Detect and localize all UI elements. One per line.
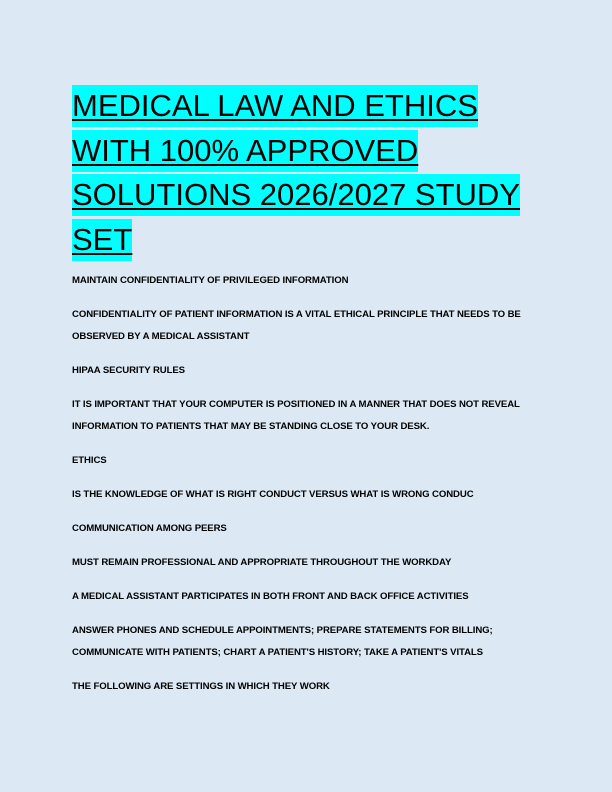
study-entry: CONFIDENTIALITY OF PATIENT INFORMATION IS A VITAL ETHICAL PRINCIPLE THAT NEEDS TO BE OBSERVED BY A MEDICAL ASSISTANT	[72, 309, 521, 342]
study-entry: A MEDICAL ASSISTANT PARTICIPATES IN BOTH FRONT AND BACK OFFICE ACTIVITIES	[72, 591, 469, 602]
study-entry: COMMUNICATION AMONG PEERS	[72, 523, 227, 534]
study-entry: IS THE KNOWLEDGE OF WHAT IS RIGHT CONDUCT VERSUS WHAT IS WRONG CONDUC	[72, 489, 474, 500]
study-entries-list	[72, 270, 532, 698]
study-entry: ANSWER PHONES AND SCHEDULE APPOINTMENTS; PREPARE STATEMENTS FOR BILLING; COMMUNICATE WITH PATIENTS; CHART A PATIENT'S HISTORY; TAKE A PATIENT'S VITALS	[72, 625, 493, 658]
study-entry: MAINTAIN CONFIDENTIALITY OF PRIVILEGED INFORMATION	[72, 275, 349, 286]
study-entry: THE FOLLOWING ARE SETTINGS IN WHICH THEY WORK	[72, 681, 330, 692]
study-entry: IT IS IMPORTANT THAT YOUR COMPUTER IS POSITIONED IN A MANNER THAT DOES NOT REVEAL INFORMATION TO PATIENTS THAT MAY BE STANDING CLOSE TO YOUR DESK.	[72, 399, 520, 432]
document-title	[72, 84, 532, 262]
document-title-text: MEDICAL LAW AND ETHICS WITH 100% APPROVED SOLUTIONS 2026/2027 STUDY SET	[72, 85, 520, 261]
study-entry: HIPAA SECURITY RULES	[72, 365, 185, 376]
study-entry: MUST REMAIN PROFESSIONAL AND APPROPRIATE THROUGHOUT THE WORKDAY	[72, 557, 452, 568]
study-entry: ETHICS	[72, 455, 107, 466]
